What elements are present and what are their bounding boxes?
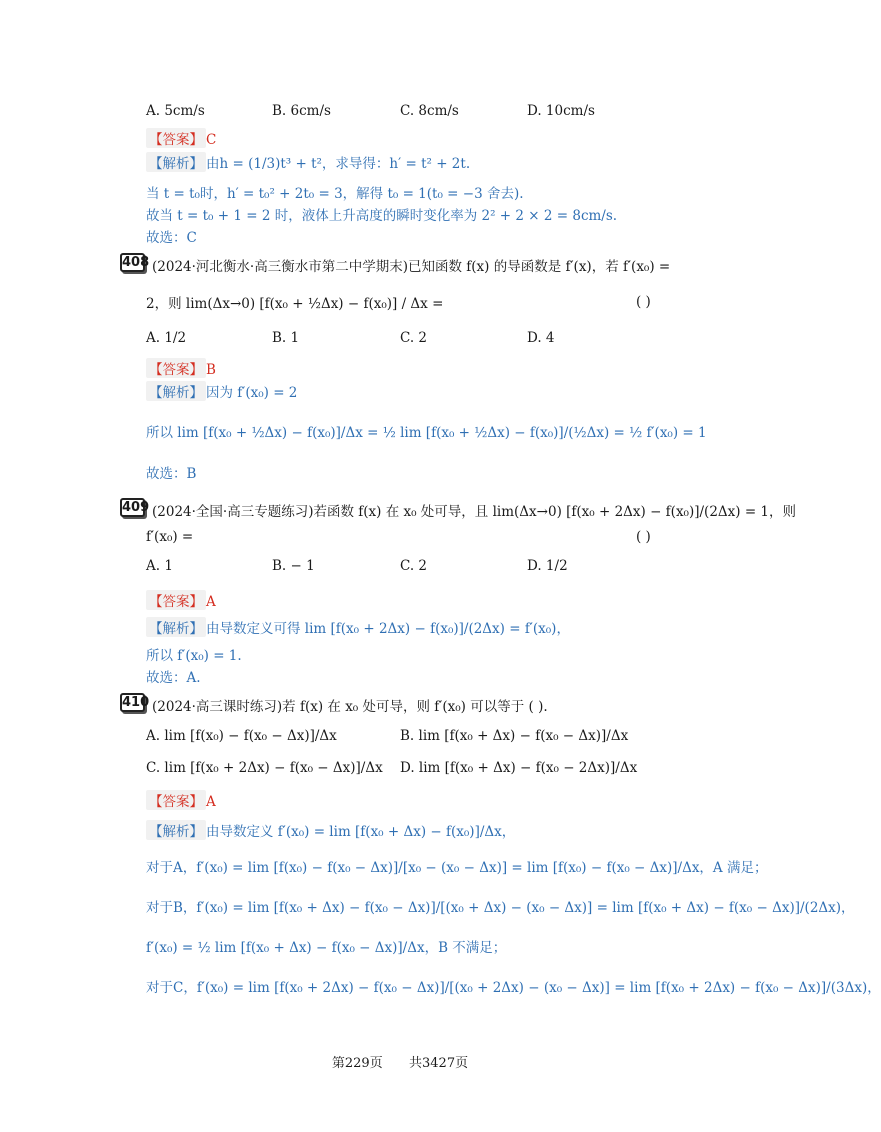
q409-analysis-line1	[146, 617, 570, 637]
analysis-tag: 【解析】	[146, 820, 206, 840]
q408-choose: 故选：B	[146, 466, 197, 482]
page-total: 共3427页	[409, 1056, 469, 1071]
page-number: 第229页	[331, 1056, 383, 1071]
q407-option-d: D. 10cm/s	[527, 103, 595, 119]
q408-analysis-line1	[146, 381, 297, 401]
q410-option-c: C. lim [f(x₀ + 2Δx) − f(x₀ − Δx)]/Δx	[146, 760, 383, 776]
q408-option-b: B. 1	[272, 330, 300, 346]
answer-value: C	[206, 132, 217, 148]
q409-option-b: B. − 1	[272, 558, 315, 574]
q410-number-badge: 410	[122, 695, 150, 710]
q407-answer	[146, 128, 216, 148]
q407-analysis-line3: 故当 t = t₀ + 1 = 2 时，液体上升高度的瞬时变化率为 2² + 2 × 2 = 8cm/s.	[146, 208, 618, 224]
q409-option-d: D. 1/2	[527, 558, 568, 574]
q410-analysis-line3: 对于B，f′(x₀) = lim [f(x₀ + Δx) − f(x₀ − Δx)]/[(x₀ + Δx) − (x₀ − Δx)] = lim [f(x₀ + Δx) − f(x₀ − Δx)]/(2Δx)，	[146, 900, 855, 916]
q410-analysis-line1	[146, 820, 515, 840]
q409-analysis-line2: 所以 f′(x₀) = 1.	[146, 648, 242, 664]
q410-stem: (2024·高三课时练习)若 f(x) 在 x₀ 处可导，则 f′(x₀) 可以等于 ( ).	[152, 699, 548, 715]
answer-value: B	[206, 362, 216, 378]
q409-answer	[146, 590, 216, 610]
answer-value: A	[206, 794, 216, 810]
q409-line1-text: 由导数定义可得 lim [f(x₀ + 2Δx) − f(x₀)]/(2Δx) = f′(x₀)，	[206, 621, 570, 637]
q407-line1-text: 由h = (1/3)t³ + t²，求导得：h′ = t² + 2t.	[206, 156, 471, 172]
q408-analysis-line2: 所以 lim [f(x₀ + ½Δx) − f(x₀)]/Δx = ½ lim [f(x₀ + ½Δx) − f(x₀)]/(½Δx) = ½ f′(x₀) = 1	[146, 425, 707, 441]
q410-option-b: B. lim [f(x₀ + Δx) − f(x₀ − Δx)]/Δx	[400, 728, 629, 744]
q410-analysis-line4: f′(x₀) = ½ lim [f(x₀ + Δx) − f(x₀ − Δx)]/Δx，B 不满足；	[146, 940, 507, 956]
answer-tag: 【答案】	[146, 358, 206, 378]
q408-stem-line2: 2，则 lim(Δx→0) [f(x₀ + ½Δx) − f(x₀)] / Δx =	[146, 296, 444, 312]
q409-answer-bracket: ( )	[636, 529, 651, 545]
q409-option-a: A. 1	[146, 558, 173, 574]
q409-stem-line2: f′(x₀) =	[146, 529, 194, 545]
q409-choose: 故选：A.	[146, 670, 201, 686]
answer-value: A	[206, 594, 216, 610]
q408-answer	[146, 358, 216, 378]
page-footer	[0, 1052, 800, 1071]
q407-option-c: C. 8cm/s	[400, 103, 459, 119]
analysis-tag: 【解析】	[146, 381, 206, 401]
q407-analysis-line2: 当 t = t₀时，h′ = t₀² + 2t₀ = 3，解得 t₀ = 1(t₀ = −3 舍去).	[146, 186, 524, 202]
q410-analysis-line2: 对于A，f′(x₀) = lim [f(x₀) − f(x₀ − Δx)]/[x₀ − (x₀ − Δx)] = lim [f(x₀) − f(x₀ − Δx)]/Δx，A 满足；	[146, 860, 768, 876]
analysis-tag: 【解析】	[146, 152, 206, 172]
q407-analysis-line1	[146, 152, 470, 172]
answer-tag: 【答案】	[146, 128, 206, 148]
q408-option-c: C. 2	[400, 330, 428, 346]
q408-number-badge: 408	[122, 255, 150, 270]
q410-analysis-line5: 对于C，f′(x₀) = lim [f(x₀ + 2Δx) − f(x₀ − Δx)]/[(x₀ + 2Δx) − (x₀ − Δx)] = lim [f(x₀ + 2Δx) − f(x₀ − Δx)]/(3Δx)，	[146, 980, 881, 996]
answer-tag: 【答案】	[146, 790, 206, 810]
q408-option-d: D. 4	[527, 330, 555, 346]
q407-option-a: A. 5cm/s	[146, 103, 205, 119]
q409-option-c: C. 2	[400, 558, 428, 574]
q408-answer-bracket: ( )	[636, 294, 651, 310]
q408-option-a: A. 1/2	[146, 330, 187, 346]
q407-option-b: B. 6cm/s	[272, 103, 331, 119]
q410-line1-text: 由导数定义 f′(x₀) = lim [f(x₀ + Δx) − f(x₀)]/Δx，	[206, 824, 516, 840]
q409-number-badge: 409	[122, 500, 150, 515]
answer-tag: 【答案】	[146, 590, 206, 610]
q410-option-a: A. lim [f(x₀) − f(x₀ − Δx)]/Δx	[146, 728, 337, 744]
q410-answer	[146, 790, 216, 810]
q408-line1-text: 因为 f′(x₀) = 2	[206, 385, 298, 401]
analysis-tag: 【解析】	[146, 617, 206, 637]
q407-choose: 故选：C	[146, 230, 197, 246]
q408-stem-line1: (2024·河北衡水·高三衡水市第二中学期末)已知函数 f(x) 的导函数是 f′(x)，若 f′(x₀) =	[152, 259, 671, 275]
q410-option-d: D. lim [f(x₀ + Δx) − f(x₀ − 2Δx)]/Δx	[400, 760, 638, 776]
q409-stem-line1: (2024·全国·高三专题练习)若函数 f(x) 在 x₀ 处可导，且 lim(Δx→0) [f(x₀ + 2Δx) − f(x₀)]/(2Δx) = 1，则	[152, 504, 797, 520]
